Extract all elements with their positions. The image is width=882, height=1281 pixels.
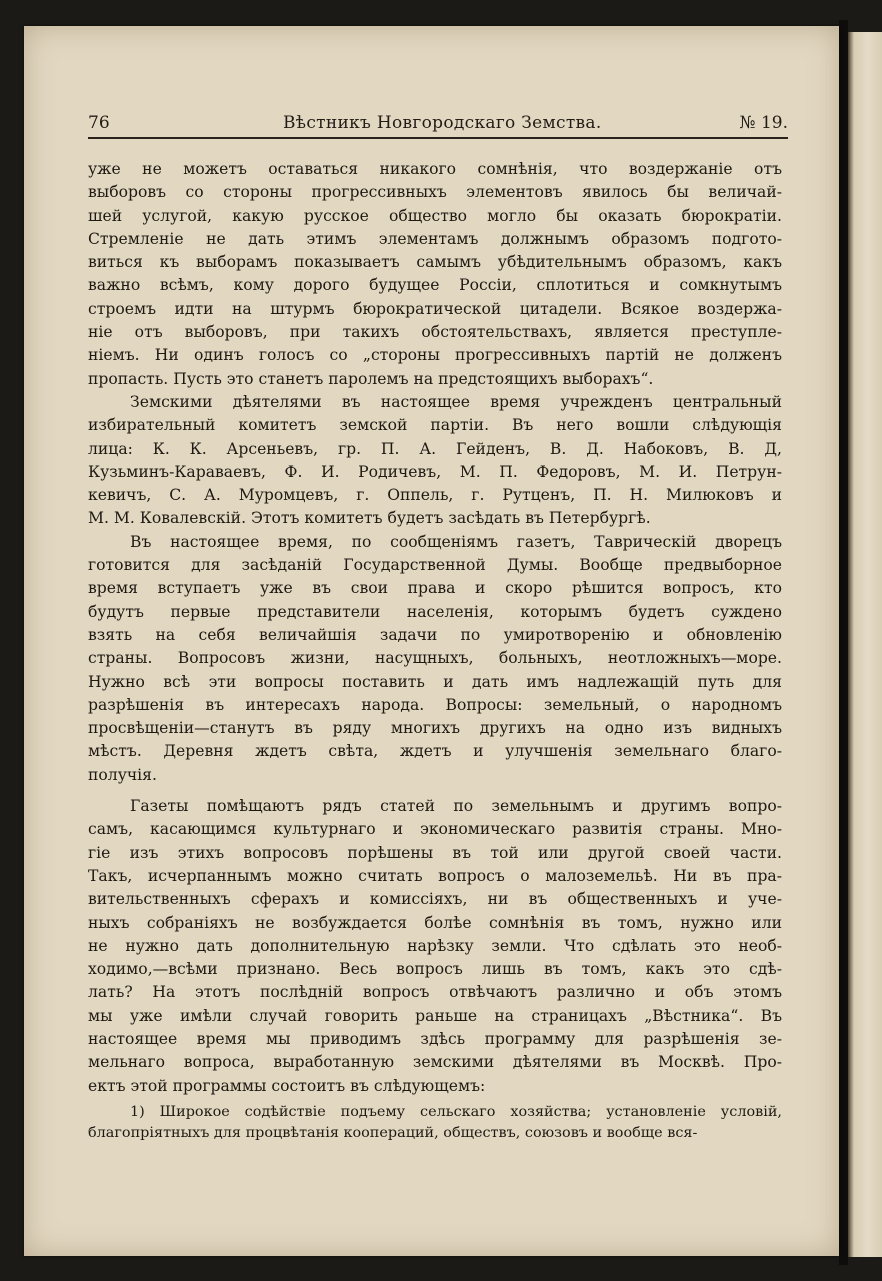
book-spine — [839, 20, 848, 1265]
text-line: мѣстъ. Деревня ждетъ свѣта, ждетъ и улучшенія земельнаго благо- — [88, 742, 782, 761]
next-page-edge — [848, 32, 882, 1257]
text-line: 1) Широкое содѣйствіе подъему сельскаго хозяйства; установленіе условій, — [130, 1103, 782, 1120]
text-line: лица: К. К. Арсеньевъ, гр. П. А. Гейденъ, В. Д. Набоковъ, В. Д, — [88, 439, 782, 458]
text-line: мельнаго вопроса, выработанную земскими дѣятелями въ Москвѣ. Про- — [88, 1053, 782, 1072]
text-line: страны. Вопросовъ жизни, насущныхъ, больныхъ, неотложныхъ—море. — [88, 649, 782, 668]
text-line: готовится для засѣданій Государственной Думы. Вообще предвыборное — [88, 556, 782, 575]
text-line: Нужно всѣ эти вопросы поставить и дать имъ надлежащій путь для — [88, 672, 782, 691]
text-line: настоящее время мы приводимъ здѣсь программу для разрѣшенія зе- — [88, 1029, 782, 1048]
text-line: благопріятныхъ для процвѣтанія коопераций, обществъ, союзовъ и вообще вся- — [88, 1125, 698, 1142]
text-line: мы уже имѣли случай говорить раньше на страницахъ „Вѣстника“. Въ — [88, 1006, 782, 1025]
text-line: не нужно дать дополнительную нарѣзку земли. Что сдѣлать это необ- — [88, 936, 782, 955]
text-line: взять на себя величайшія задачи по умиротворенію и обновленію — [88, 625, 782, 644]
text-line: ектъ этой программы состоитъ въ слѣдующемъ: — [88, 1076, 486, 1095]
text-line: ніемъ. Ни одинъ голосъ со „стороны прогрессивныхъ партій не долженъ — [88, 346, 782, 365]
page-number: 76 — [88, 113, 110, 133]
text-line: шей услугой, какую русское общество могло бы оказать бюрократіи. — [88, 206, 782, 225]
text-line: Въ настоящее время, по сообщеніямъ газетъ, Таврическій дворецъ — [130, 532, 782, 551]
text-line: Стремленіе не дать этимъ элементамъ должнымъ образомъ подгото- — [88, 229, 782, 248]
text-line: уже не можетъ оставаться никакого сомнѣнія, что воздержаніе отъ — [88, 160, 782, 178]
text-line: ніе отъ выборовъ, при такихъ обстоятельствахъ, является преступле- — [88, 323, 782, 342]
journal-title: Вѣстникъ Новгородскаго Земства. — [283, 113, 602, 133]
text-line: важно всѣмъ, кому дорого будущее Россіи, сплотиться и сомкнутымъ — [88, 276, 782, 295]
paragraph — [88, 795, 782, 1098]
text-line: Кузьминъ-Караваевъ, Ф. И. Родичевъ, М. П. Федоровъ, М. И. Петрун- — [88, 462, 782, 481]
text-line: гіе изъ этихъ вопросовъ порѣшены въ той или другой своей части. — [88, 843, 782, 862]
text-line: ныхъ собраніяхъ не возбуждается болѣе сомнѣнія въ томъ, нужно или — [88, 913, 782, 932]
text-line: разрѣшенія въ интересахъ народа. Вопросы: земельный, о народномъ — [88, 695, 782, 714]
paragraph — [88, 158, 782, 391]
issue-number: № 19. — [739, 113, 788, 133]
text-line: Газеты помѣщаютъ рядъ статей по земельнымъ и другимъ вопро- — [130, 797, 782, 816]
text-line: виться къ выборамъ показываетъ самымъ убѣдительнымъ образомъ, какъ — [88, 253, 782, 272]
article-body — [88, 158, 782, 1145]
text-line: пропасть. Пусть это станетъ паролемъ на предстоящихъ выборахъ“. — [88, 369, 654, 388]
text-line: строемъ идти на штурмъ бюрократической цитадели. Всякое воздержа- — [88, 299, 782, 318]
text-line: лать? На этотъ послѣдній вопросъ отвѣчаютъ различно и объ этомъ — [88, 983, 782, 1002]
paragraph — [88, 531, 782, 787]
text-line: вительственныхъ сферахъ и комиссіяхъ, ни въ общественныхъ и уче- — [88, 890, 782, 909]
text-line: просвѣщеніи—станутъ въ ряду многихъ другихъ на одно изъ видныхъ — [88, 719, 782, 738]
running-header — [88, 113, 788, 139]
text-line: самъ, касающимся культурнаго и экономическаго развитія страны. Мно- — [88, 820, 782, 839]
text-line: выборовъ со стороны прогрессивныхъ элементовъ явилось бы величай- — [88, 183, 782, 202]
text-line: будутъ первые представители населенія, которымъ будетъ суждено — [88, 602, 782, 621]
paragraph — [88, 1102, 782, 1145]
text-line: кевичъ, С. А. Муромцевъ, г. Оппель, г. Рутценъ, П. Н. Милюковъ и — [88, 486, 782, 505]
text-line: получія. — [88, 765, 157, 784]
text-line: Такъ, исчерпаннымъ можно считать вопросъ о малоземельѣ. Ни въ пра- — [88, 866, 782, 885]
paragraph — [88, 391, 782, 531]
header-rule — [88, 137, 788, 139]
text-line: время вступаетъ уже въ свои права и скоро рѣшится вопросъ, кто — [88, 579, 782, 598]
text-line: М. М. Ковалевскій. Этотъ комитетъ будетъ засѣдать въ Петербургѣ. — [88, 509, 651, 528]
text-line: ходимо,—всѣми признано. Весь вопросъ лишь въ томъ, какъ это сдѣ- — [88, 960, 782, 979]
text-line: избирательный комитетъ земской партіи. Въ него вошли слѣдующія — [88, 416, 782, 435]
text-line: Земскими дѣятелями въ настоящее время учрежденъ центральный — [130, 392, 782, 411]
